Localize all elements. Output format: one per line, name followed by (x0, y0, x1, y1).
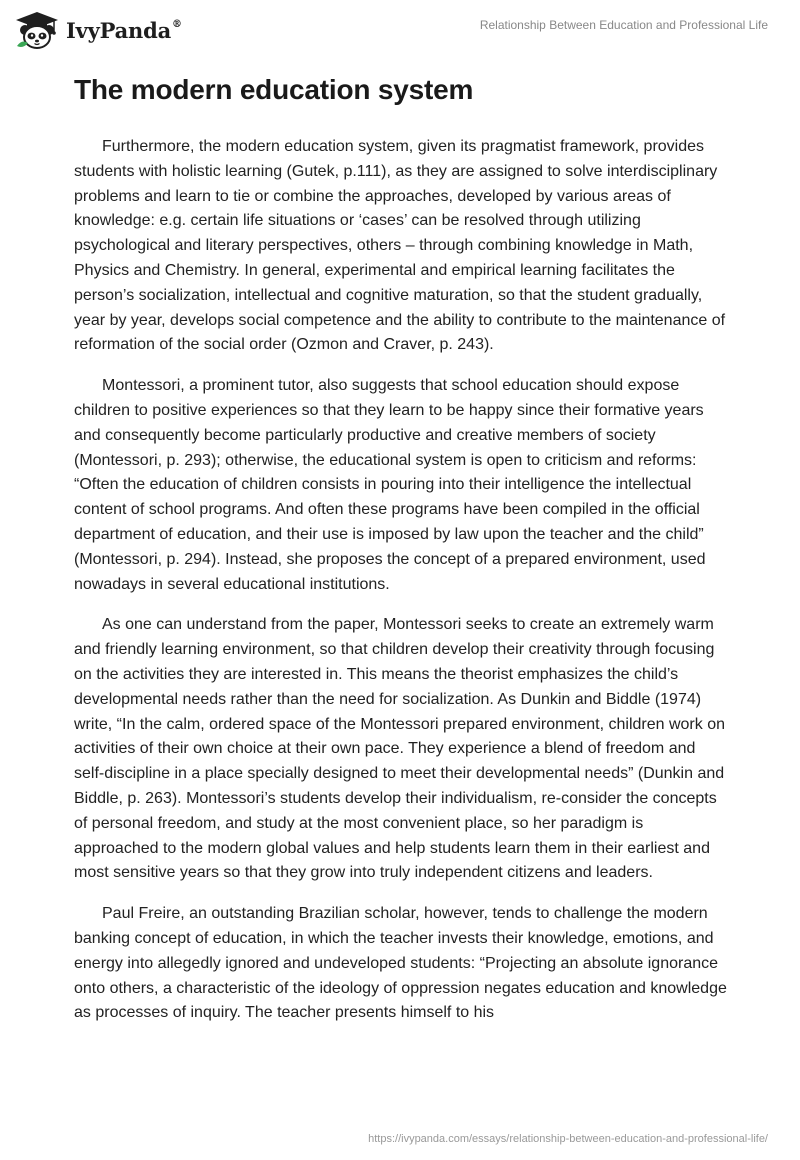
source-url[interactable]: https://ivypanda.com/essays/relationship-between-education-and-professional-life/ (368, 1133, 768, 1145)
registered-mark: ® (172, 18, 182, 30)
page-title: The modern education system (74, 74, 474, 105)
article-body (74, 135, 730, 1042)
brand-logo[interactable] (14, 10, 182, 50)
paragraph: Paul Freire, an outstanding Brazilian scholar, however, tends to challenge the modern banking concept of education, in which the teacher invests their knowledge, emotions, and energy into allegedly ignored and undeveloped students: “Projecting an absolute ignorance onto others, a characteristic of the ideology of oppression negates education and knowledge as processes of inquiry. The teacher presents himself to his (74, 905, 727, 1022)
paragraph: Furthermore, the modern education system, given its pragmatist framework, provides students with holistic learning (Gutek, p.111), as they are assigned to solve interdisciplinary problems and learn to tie or combine the approaches, developed by various areas of knowledge: e.g. certain life situations or ‘cases’ can be resolved through utilizing psychological and literary perspectives, others – through combining knowledge in Math, Physics and Chemistry. In general, experimental and empirical learning facilitates the person’s socialization, intellectual and cognitive maturation, so that the student gradually, year by year, develops social competence and the ability to contribute to the maintenance of reformation of the social order (Ozmon and Craver, p. 243). (74, 138, 726, 354)
page-header (0, 0, 800, 60)
brand-name: IvyPanda® (66, 17, 182, 43)
running-title: Relationship Between Education and Professional Life (479, 18, 768, 32)
panda-graduate-logo-icon (14, 10, 60, 50)
paragraph: As one can understand from the paper, Montessori seeks to create an extremely warm and friendly learning environment, so that children develop their creativity through focusing on the activities they are interested in. This means the theorist emphasizes the child’s developmental needs rather than the need for socialization. As Dunkin and Biddle (1974) write, “In the calm, ordered space of the Montessori prepared environment, children work on activities of their own choice at their own pace. They experience a blend of freedom and self-discipline in a place specially designed to meet their developmental needs” (Dunkin and Biddle, p. 263). Montessori’s students develop their individualism, re-consider the concepts of personal freedom, and study at the most convenient place, so her paradigm is approached to the modern global values and help students learn them in their earliest and most sensitive years so that they grow into truly independent citizens and leaders. (74, 616, 725, 882)
paragraph: Montessori, a prominent tutor, also suggests that school education should expose children to positive experiences so that they learn to be happy since their formative years and consequently become particularly productive and creative members of society (Montessori, p. 293); otherwise, the educational system is open to criticism and reforms: “Often the education of children consists in pouring into their intelligence the intellectual content of school programs. And often these programs have been compiled in the official department of education, and their use is imposed by law upon the teacher and the child” (Montessori, p. 294). Instead, she proposes the concept of a prepared environment, used nowadays in several educational institutions. (74, 377, 706, 593)
